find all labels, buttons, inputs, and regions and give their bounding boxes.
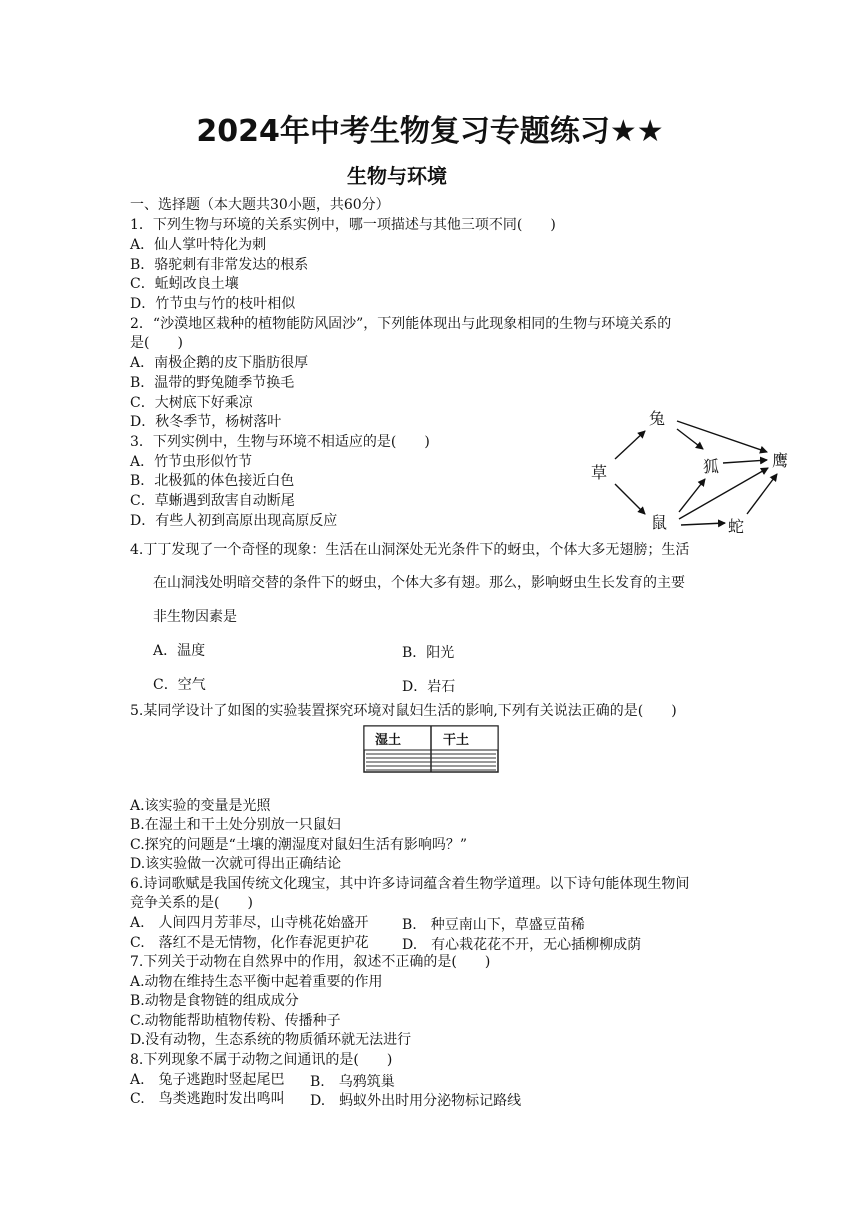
arrow-rabbit-eagle <box>677 421 767 452</box>
node-grass: 草 <box>591 463 608 482</box>
food-web-diagram <box>585 404 795 539</box>
question-1-option-d: D．竹节虫与竹的枝叶相似 <box>130 296 296 312</box>
question-4-option-d: D．岩石 <box>402 679 456 695</box>
page-subtitle: 生物与环境 <box>347 164 447 188</box>
question-6-option-c: C. 落红不是无情物，化作春泥更护花 <box>130 935 369 951</box>
question-6-line1: 6.诗词歌赋是我国传统文化瑰宝，其中许多诗词蕴含着生物学道理。以下诗句能体现生物间 <box>130 876 690 892</box>
experiment-apparatus-diagram <box>361 723 501 775</box>
arrow-mouse-snake <box>681 523 725 525</box>
question-6-line2: 竞争关系的是( ) <box>130 895 253 911</box>
question-3-stem: 3．下列实例中，生物与环境不相适应的是( ) <box>130 434 430 450</box>
question-1-stem: 1．下列生物与环境的关系实例中，哪一项描述与其他三项不同( ) <box>130 217 556 233</box>
question-8-option-b: B. 乌鸦筑巢 <box>310 1074 395 1090</box>
node-mouse: 鼠 <box>651 513 668 532</box>
node-rabbit: 兔 <box>649 409 666 428</box>
question-8-option-a: A. 兔子逃跑时竖起尾巴 <box>130 1072 285 1088</box>
arrow-snake-eagle <box>747 474 777 514</box>
question-2-stem-line2: 是( ) <box>130 335 183 351</box>
question-2-option-d: D．秋冬季节，杨树落叶 <box>130 414 282 430</box>
question-4-option-b: B．阳光 <box>402 645 455 661</box>
question-7-option-b: B.动物是食物链的组成成分 <box>130 993 299 1009</box>
question-3-option-d: D．有些人初到高原出现高原反应 <box>130 513 338 529</box>
question-8-stem: 8.下列现象不属于动物之间通讯的是( ) <box>130 1052 393 1068</box>
node-eagle: 鹰 <box>772 451 789 470</box>
label-dry-soil: 干土 <box>443 733 470 748</box>
question-1-option-a: A．仙人掌叶特化为刺 <box>130 237 267 253</box>
question-5-stem: 5.某同学设计了如图的实验装置探究环境对鼠妇生活的影响,下列有关说法正确的是( ) <box>130 703 677 719</box>
question-4-line1: 4.丁丁发现了一个奇怪的现象：生活在山洞深处无光条件下的蚜虫，个体大多无翅膀；生活 <box>130 542 690 558</box>
question-3-option-c: C．草蜥遇到敌害自动断尾 <box>130 493 295 509</box>
question-5-option-b: B.在湿土和干土处分别放一只鼠妇 <box>130 817 341 833</box>
arrow-grass-mouse <box>615 484 645 514</box>
arrow-rabbit-fox <box>677 429 703 449</box>
question-6-option-b: B. 种豆南山下，草盛豆苗稀 <box>402 917 585 933</box>
question-3-option-a: A．竹节虫形似竹节 <box>130 454 253 470</box>
question-8-option-c: C. 鸟类逃跑时发出鸣叫 <box>130 1091 285 1107</box>
question-7-stem: 7.下列关于动物在自然界中的作用，叙述不正确的是( ) <box>130 954 491 970</box>
question-7-option-a: A.动物在维持生态平衡中起着重要的作用 <box>130 974 383 990</box>
question-1-option-b: B．骆驼刺有非常发达的根系 <box>130 257 309 273</box>
question-3-option-b: B．北极狐的体色接近白色 <box>130 473 295 489</box>
section-heading: 一、选择题（本大题共30小题，共60分） <box>130 197 390 213</box>
question-4-line3: 非生物因素是 <box>153 609 237 625</box>
question-1-option-c: C．蚯蚓改良土壤 <box>130 276 239 292</box>
question-5-option-c: C.探究的问题是“土壤的潮湿度对鼠妇生活有影响吗？” <box>130 837 467 853</box>
question-4-option-a: A．温度 <box>153 643 206 659</box>
node-snake: 蛇 <box>728 517 745 536</box>
question-4-option-c: C．空气 <box>153 677 206 693</box>
arrow-mouse-eagle <box>679 468 768 519</box>
question-5-option-a: A.该实验的变量是光照 <box>130 798 271 814</box>
node-fox: 狐 <box>703 457 720 476</box>
question-4-line2: 在山洞浅处明暗交替的条件下的蚜虫，个体大多有翅。那么，影响蚜虫生长发育的主要 <box>153 575 685 591</box>
question-5-option-d: D.该实验做一次就可得出正确结论 <box>130 856 342 872</box>
question-7-option-c: C.动物能帮助植物传粉、传播种子 <box>130 1013 341 1029</box>
question-8-option-d: D. 蚂蚁外出时用分泌物标记路线 <box>310 1093 522 1109</box>
question-2-option-c: C．大树底下好乘凉 <box>130 395 253 411</box>
arrow-fox-eagle <box>723 460 767 463</box>
question-7-option-d: D.没有动物，生态系统的物质循环就无法进行 <box>130 1032 412 1048</box>
page-title: 2024年中考生物复习专题练习★★ <box>196 114 664 149</box>
label-wet-soil: 湿土 <box>375 733 402 748</box>
arrow-grass-rabbit <box>615 431 645 459</box>
question-2-option-a: A．南极企鹅的皮下脂肪很厚 <box>130 355 309 371</box>
question-6-option-d: D. 有心栽花花不开，无心插柳柳成荫 <box>402 937 642 953</box>
question-2-option-b: B．温带的野兔随季节换毛 <box>130 375 295 391</box>
question-6-option-a: A. 人间四月芳菲尽，山寺桃花始盛开 <box>130 915 369 931</box>
question-2-stem-line1: 2．“沙漠地区栽种的植物能防风固沙”，下列能体现出与此现象相同的生物与环境关系的 <box>130 316 672 332</box>
